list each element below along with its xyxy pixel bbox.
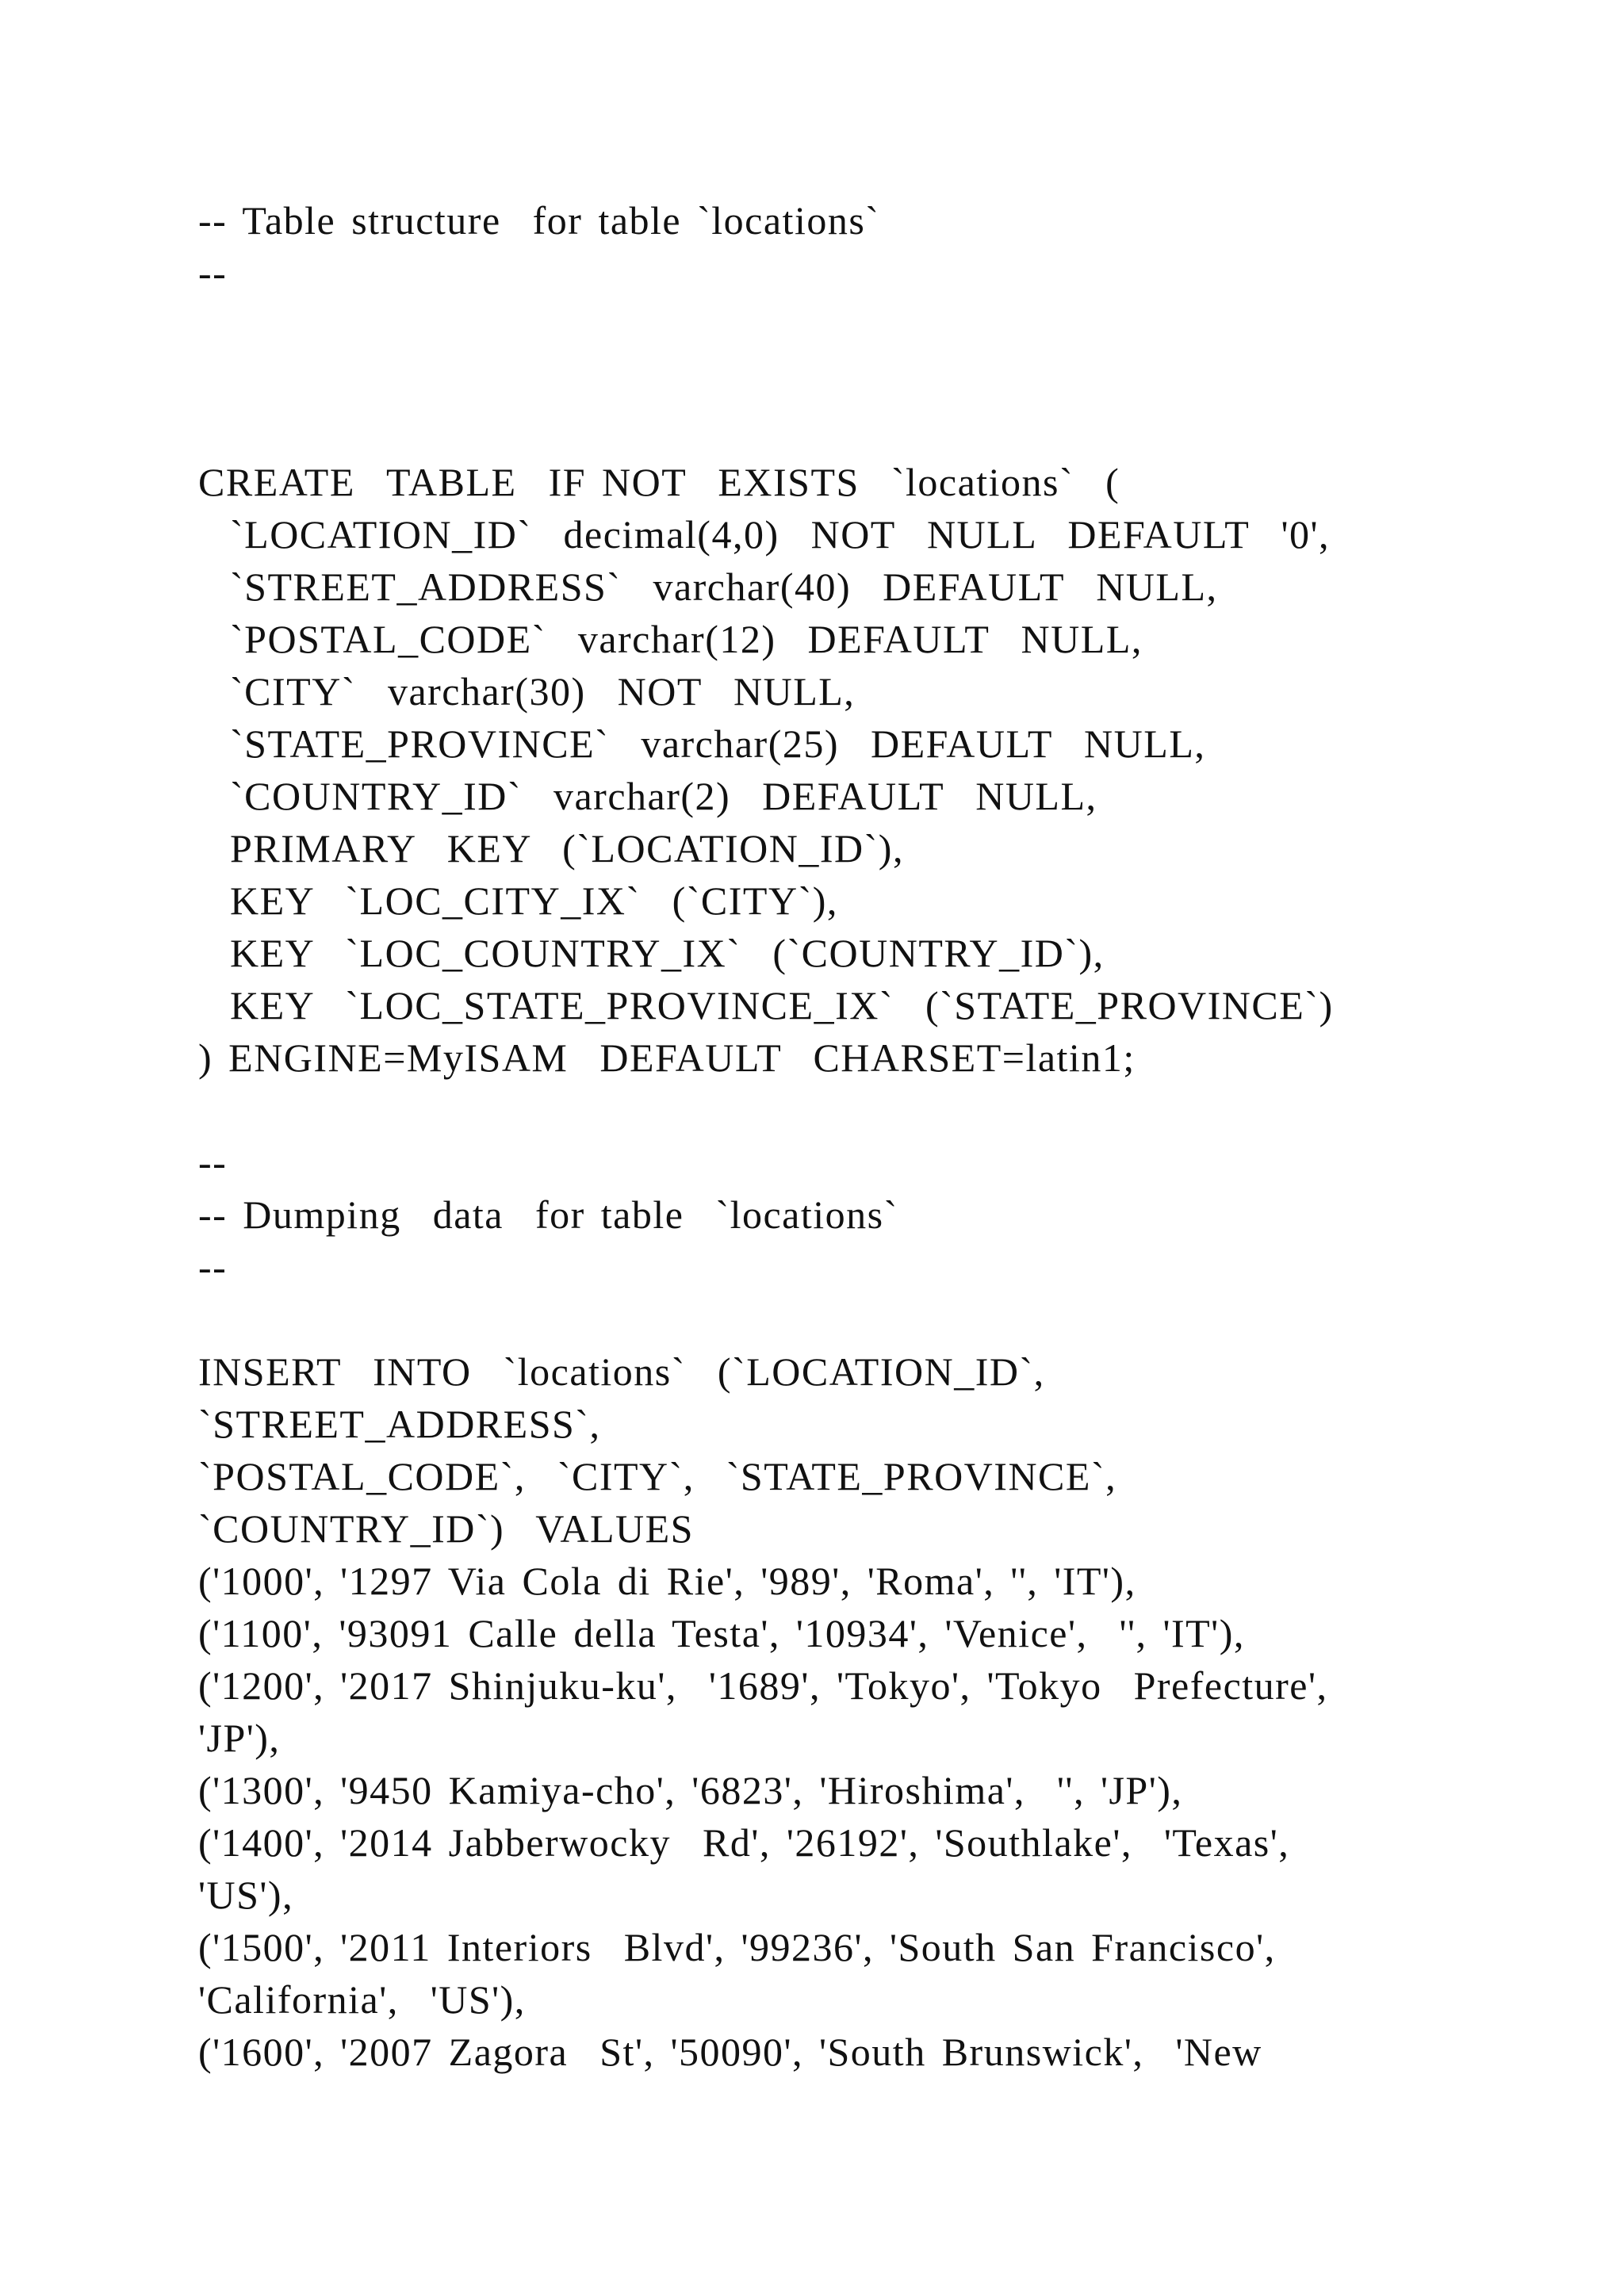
values-row-continuation: 'California', 'US'), xyxy=(198,1977,526,2022)
values-row: ('1200', '2017 Shinjuku-ku', '1689', 'Tokyo', 'Tokyo Prefecture', xyxy=(198,1663,1328,1708)
key-state-province-line: KEY `LOC_STATE_PROVINCE_IX` (`STATE_PROVINCE`) xyxy=(198,983,1334,1027)
column-postal-code: `POSTAL_CODE` varchar(12) DEFAULT NULL, xyxy=(198,617,1143,661)
insert-columns-line: `POSTAL_CODE`, `CITY`, `STATE_PROVINCE`, xyxy=(198,1454,1117,1498)
insert-values-keyword-line: `COUNTRY_ID`) VALUES xyxy=(198,1506,694,1551)
comment-separator: -- xyxy=(198,1140,228,1184)
column-location-id: `LOCATION_ID` decimal(4,0) NOT NULL DEFAULT '0', xyxy=(198,512,1330,557)
key-country-line: KEY `LOC_COUNTRY_IX` (`COUNTRY_ID`), xyxy=(198,931,1105,975)
column-country-id: `COUNTRY_ID` varchar(2) DEFAULT NULL, xyxy=(198,774,1097,818)
comment-table-structure: -- Table structure for table `locations` xyxy=(198,198,880,243)
values-row: ('1500', '2011 Interiors Blvd', '99236', 'South San Francisco', xyxy=(198,1925,1276,1969)
column-city: `CITY` varchar(30) NOT NULL, xyxy=(198,669,856,714)
column-state-province: `STATE_PROVINCE` varchar(25) DEFAULT NULL, xyxy=(198,721,1206,766)
insert-columns-line: `STREET_ADDRESS`, xyxy=(198,1402,601,1446)
key-city-line: KEY `LOC_CITY_IX` (`CITY`), xyxy=(198,878,838,923)
values-row: ('1000', '1297 Via Cola di Rie', '989', 'Roma', '', 'IT'), xyxy=(198,1559,1136,1603)
values-row: ('1100', '93091 Calle della Testa', '10934', 'Venice', '', 'IT'), xyxy=(198,1611,1245,1655)
values-row: ('1300', '9450 Kamiya-cho', '6823', 'Hiroshima', '', 'JP'), xyxy=(198,1768,1183,1812)
comment-dumping-data: -- Dumping data for table `locations` xyxy=(198,1192,898,1237)
values-row: ('1600', '2007 Zagora St', '50090', 'South Brunswick', 'New xyxy=(198,2030,1262,2074)
create-table-line: CREATE TABLE IF NOT EXISTS `locations` ( xyxy=(198,460,1120,504)
insert-into-line: INSERT INTO `locations` (`LOCATION_ID`, xyxy=(198,1349,1045,1394)
values-row-continuation: 'JP'), xyxy=(198,1716,281,1760)
primary-key-line: PRIMARY KEY (`LOCATION_ID`), xyxy=(198,826,904,871)
comment-separator: -- xyxy=(198,1245,228,1289)
engine-line: ) ENGINE=MyISAM DEFAULT CHARSET=latin1; xyxy=(198,1035,1136,1080)
values-row-continuation: 'US'), xyxy=(198,1873,294,1917)
comment-separator: -- xyxy=(198,251,228,295)
column-street-address: `STREET_ADDRESS` varchar(40) DEFAULT NULL, xyxy=(198,564,1218,609)
values-row: ('1400', '2014 Jabberwocky Rd', '26192', 'Southlake', 'Texas', xyxy=(198,1820,1290,1865)
